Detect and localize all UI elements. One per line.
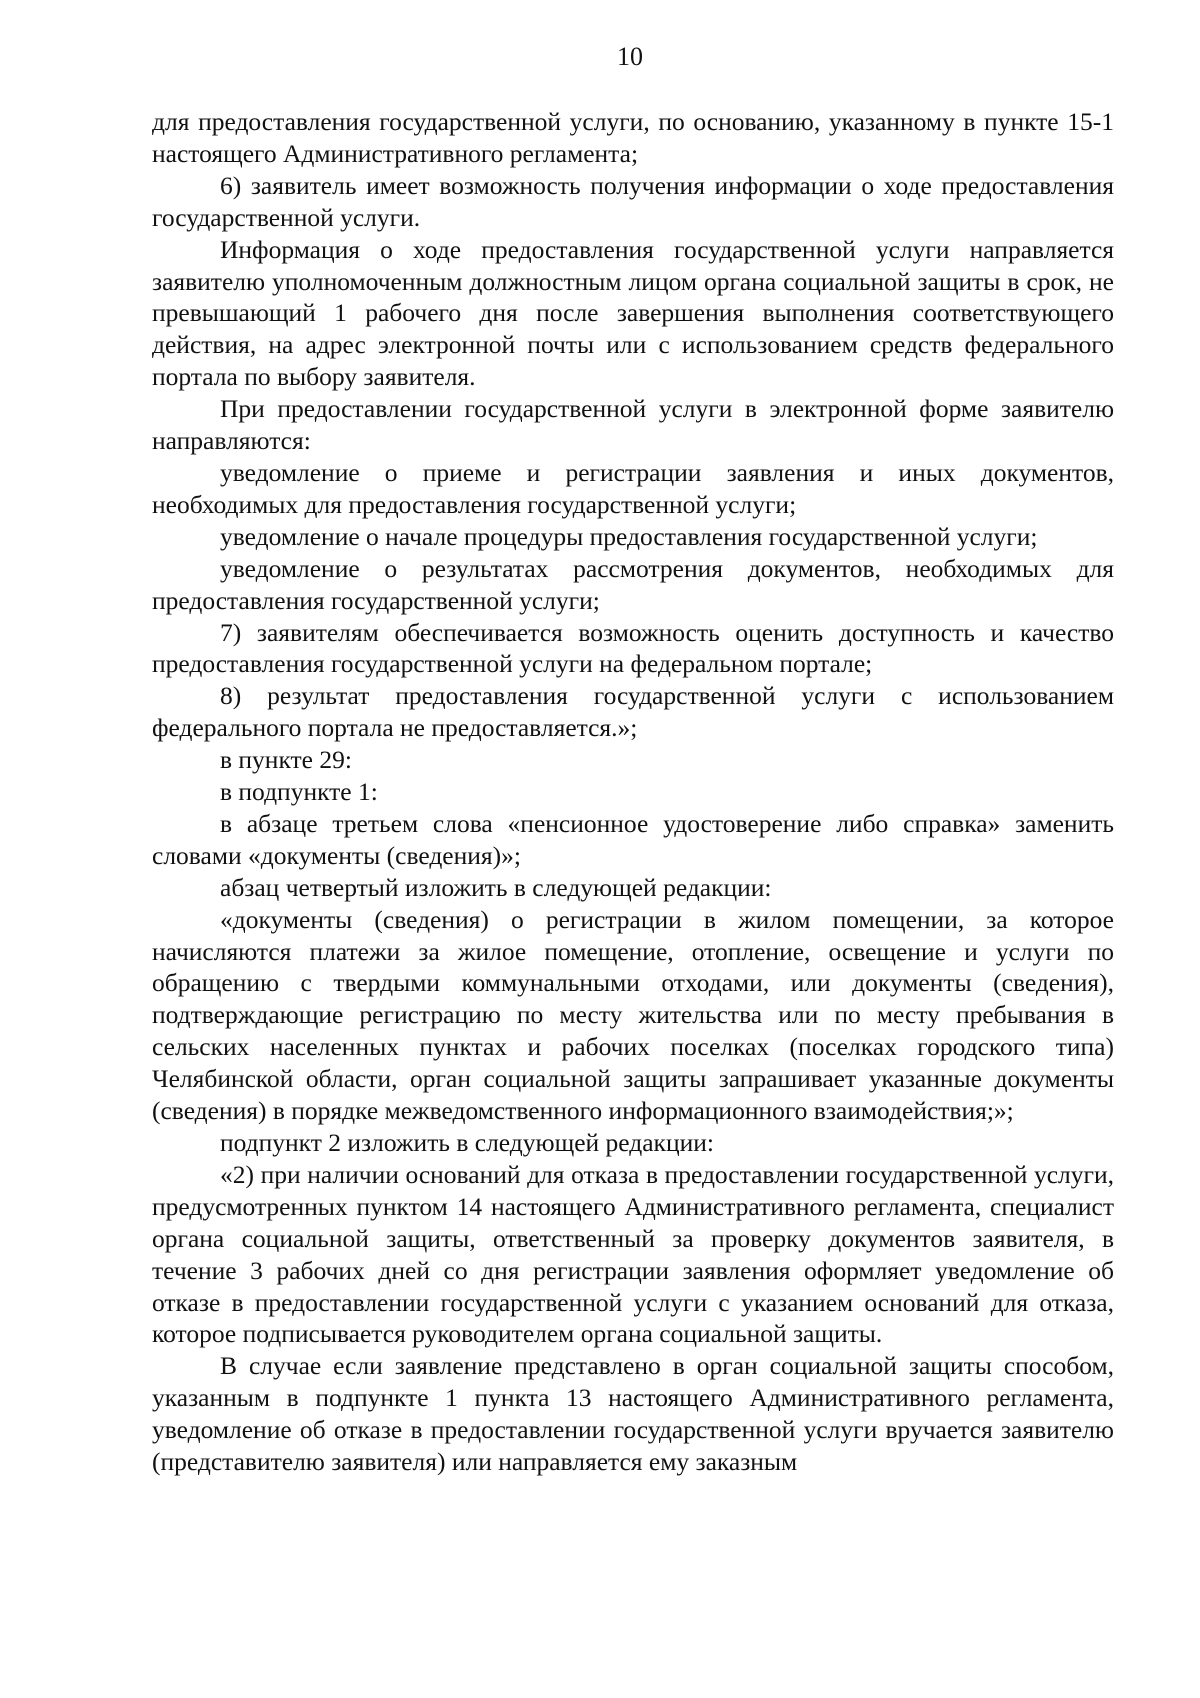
paragraph: 8) результат предоставления государственной услуги с использованием федерального портала не предоставляется.»; — [152, 681, 1114, 743]
paragraph: в пункте 29: — [220, 745, 352, 775]
paragraph: в абзаце третьем слова «пенсионное удостоверение либо справка» заменить словами «документы (сведения)»; — [152, 808, 1114, 870]
paragraph: подпункт 2 изложить в следующей редакции: — [220, 1128, 714, 1157]
page-number: 10 — [617, 42, 643, 71]
paragraph: уведомление о приеме и регистрации заявления и иных документов, необходимых для предоставления государственной услуги; — [152, 457, 1114, 519]
paragraph: уведомление о результатах рассмотрения документов, необходимых для предоставления государственной услуги; — [152, 553, 1114, 615]
document-body — [152, 106, 1114, 1478]
paragraph: в подпункте 1: — [220, 777, 378, 807]
paragraph: 7) заявителям обеспечивается возможность оценить доступность и качество предоставления государственной услуги на федеральном портале; — [152, 617, 1114, 679]
paragraph: уведомление о начале процедуры предоставления государственной услуги; — [220, 521, 1038, 551]
paragraph: Информация о ходе предоставления государственной услуги направляется заявителю уполномоченным должностным лицом органа социальной защиты в срок, не превышающий 1 рабочего дня после завершения выполнения соответствующего действия, на адрес электронной почты или с использованием средств федерального портала по выбору заявителя. — [152, 234, 1114, 392]
paragraph: В случае если заявление представлено в орган социальной защиты способом, указанным в подпункте 1 пункта 13 настоящего Административного регламента, уведомление об отказе в предоставлении государственной услуги вручается заявителю (представителю заявителя) или направляется ему заказным — [152, 1351, 1114, 1477]
paragraph: абзац четвертый изложить в следующей редакции: — [220, 872, 772, 902]
paragraph: «2) при наличии оснований для отказа в предоставлении государственной услуги, предусмотренных пунктом 14 настоящего Административного регламента, специалист органа социальной защиты, ответственный за проверку документов заявителя, в течение 3 рабочих дней со дня регистрации заявления оформляет уведомление об отказе в предоставлении государственной услуги с указанием оснований для отказа, которое подписывается руководителем органа социальной защиты. — [152, 1159, 1114, 1349]
paragraph: 6) заявитель имеет возможность получения информации о ходе предоставления государственной услуги. — [152, 170, 1114, 232]
paragraph: «документы (сведения) о регистрации в жилом помещении, за которое начисляются платежи за жилое помещение, отопление, освещение и услуги по обращению с твердыми коммунальными отходами, или документы (сведения), подтверждающие регистрацию по месту жительства или по месту пребывания в сельских населенных пунктах и рабочих поселках (поселках городского типа) Челябинской области, орган социальной защиты запрашивает указанные документы (сведения) в порядке межведомственного информационного взаимодействия;»; — [152, 904, 1114, 1126]
paragraph: При предоставлении государственной услуги в электронной форме заявителю направляются: — [152, 394, 1114, 456]
paragraph: для предоставления государственной услуги, по основанию, указанному в пункте 15-1 настоящего Административного регламента; — [152, 107, 1114, 168]
